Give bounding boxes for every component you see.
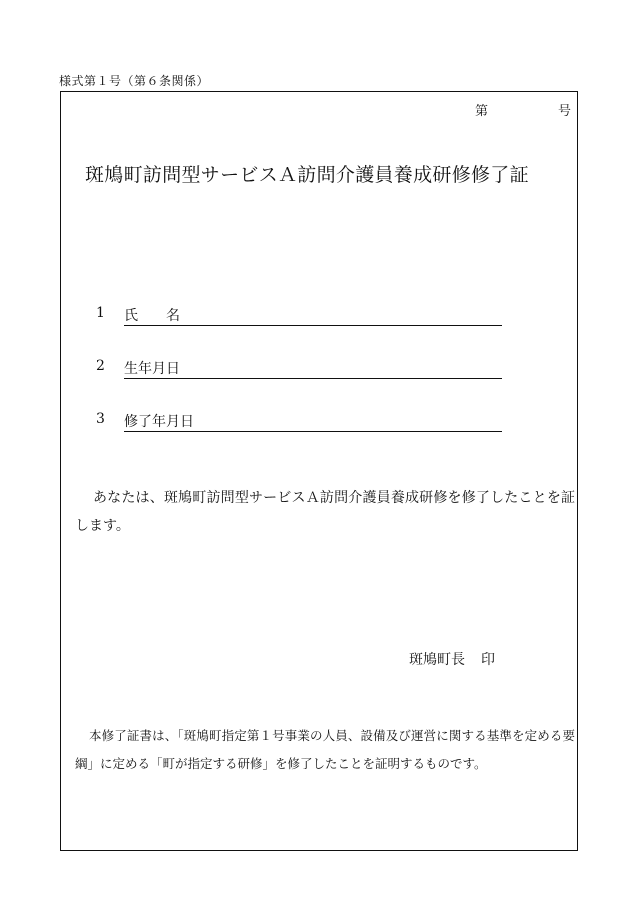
field-number: 1 — [96, 305, 105, 321]
certificate-number — [475, 100, 571, 119]
number-suffix: 号 — [557, 104, 571, 119]
issuer-name: 斑鳩町長 — [409, 652, 465, 668]
certificate-title: 斑鳩町訪問型サービスＡ訪問介護員養成研修修了証 — [85, 164, 529, 186]
form-number-label: 様式第１号（第６条関係） — [59, 74, 210, 88]
field-name-label: 氏 名 — [124, 308, 180, 324]
field-number: 3 — [96, 411, 105, 427]
seal-mark: 印 — [481, 652, 495, 668]
field-birthdate-label: 生年月日 — [124, 361, 180, 377]
field-completion-date-row — [96, 411, 502, 431]
field-birthdate-row — [96, 358, 502, 378]
certificate-note: 本修了証書は、「斑鳩町指定第１号事業の人員、設備及び運営に関する基準を定める要綱」に定める「町が指定する研修」を修了したことを証明するものです。 — [75, 728, 575, 771]
field-name-row — [96, 305, 502, 325]
field-name-underline — [124, 325, 502, 326]
field-completion-date-label: 修了年月日 — [124, 414, 194, 430]
certificate-frame — [60, 91, 578, 851]
field-birthdate-underline — [124, 378, 502, 379]
number-prefix: 第 — [474, 104, 488, 119]
field-number: 2 — [96, 358, 105, 374]
issuer-signature — [409, 649, 495, 669]
field-completion-date-underline — [124, 431, 502, 432]
certification-statement: あなたは、斑鳩町訪問型サービスＡ訪問介護員養成研修を修了したことを証します。 — [75, 490, 575, 534]
